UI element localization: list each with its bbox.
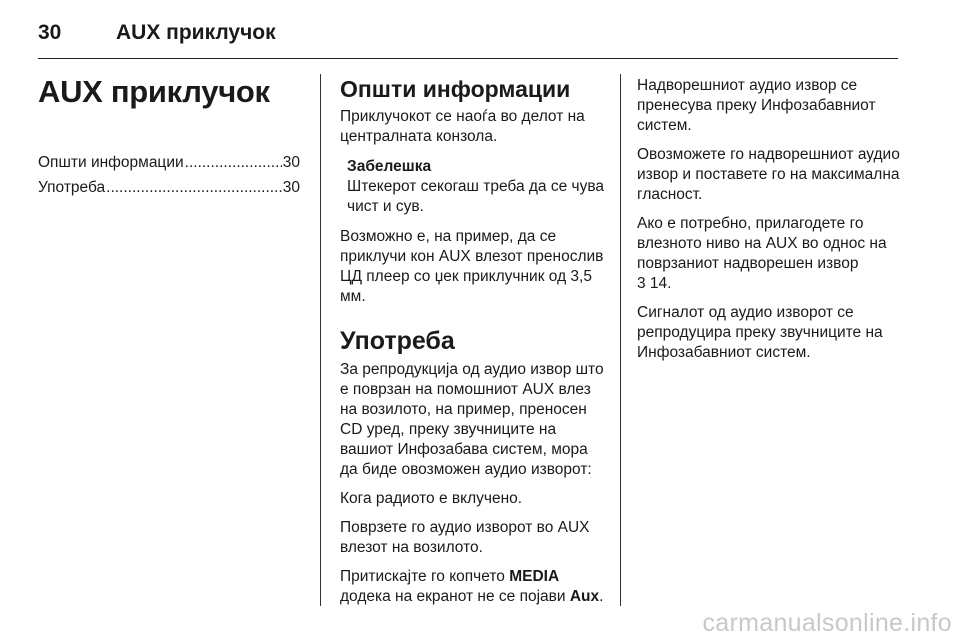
watermark: carmanualsonline.info [702, 609, 952, 637]
chapter-title: AUX приклучок [38, 74, 270, 109]
page-number: 30 [38, 21, 62, 44]
note-text: Штекерот секогаш треба да се чува чист и сув. [347, 178, 605, 215]
toc-entry[interactable] [38, 175, 300, 200]
page-header [38, 18, 276, 48]
column-divider [620, 74, 621, 606]
content-column-2 [637, 68, 905, 372]
content-column-1 [340, 68, 606, 616]
toc-entry-label: Употреба [38, 179, 106, 196]
toc-leader-dots [106, 175, 282, 200]
section-title-general-info: Општи информации [340, 76, 571, 102]
media-button-label: MEDIA [509, 568, 560, 585]
paragraph: Надворешниот аудио извор се пренесува преку Инфозабавниот систем. [637, 77, 876, 134]
paragraph: Сигналот од аудио изворот се репродуцира преку звучниците на Инфозабавниот систем. [637, 304, 883, 361]
header-rule [38, 58, 898, 59]
toc-entry-label: Општи информации [38, 154, 184, 171]
text-run: додека на екранот не се појави [340, 588, 570, 605]
toc-column [38, 68, 300, 200]
text-run: . [599, 588, 604, 605]
paragraph: Приклучокот се наоѓа во делот на централната конзола. [340, 108, 585, 145]
note-box [347, 157, 606, 217]
paragraph: Кога радиото е вклучено. [340, 490, 523, 507]
paragraph: Поврзете го аудио изворот во AUX влезот на возилото. [340, 519, 590, 556]
paragraph: Возможно е, на пример, да се приклучи кон AUX влезот пренослив ЦД плеер со џек приклучник од 3,5 мм. [340, 228, 604, 305]
note-title: Забелешка [347, 158, 432, 175]
toc-entry-page: 30 [282, 154, 300, 171]
toc-entry[interactable] [38, 150, 300, 175]
section-title-usage: Употреба [340, 327, 455, 355]
paragraph [637, 214, 905, 294]
paragraph-media [340, 567, 606, 607]
toc-entry-page: 30 [282, 179, 300, 196]
paragraph: За репродукција од аудио извор што е поврзан на помошниот AUX влез на возилото, на пример, преносен CD уред, преку звучниците на вашиот Инфозабава систем, мора да биде овозможен аудио изворот: [340, 361, 604, 478]
text-run: Притискајте го копчето [340, 568, 510, 585]
text-run: Ако е потребно, прилагодете го влезното ниво на AUX во однос на поврзаниот надворешен извор [637, 215, 887, 272]
paragraph: Овозможете го надворешниот аудио извор и поставете го на максимална гласност. [637, 146, 900, 203]
toc-leader-dots [185, 150, 282, 175]
column-divider [320, 74, 321, 606]
header-title: AUX приклучок [116, 21, 276, 44]
page-reference-link[interactable]: 3 14. [637, 275, 672, 292]
aux-label: Aux [569, 588, 600, 605]
